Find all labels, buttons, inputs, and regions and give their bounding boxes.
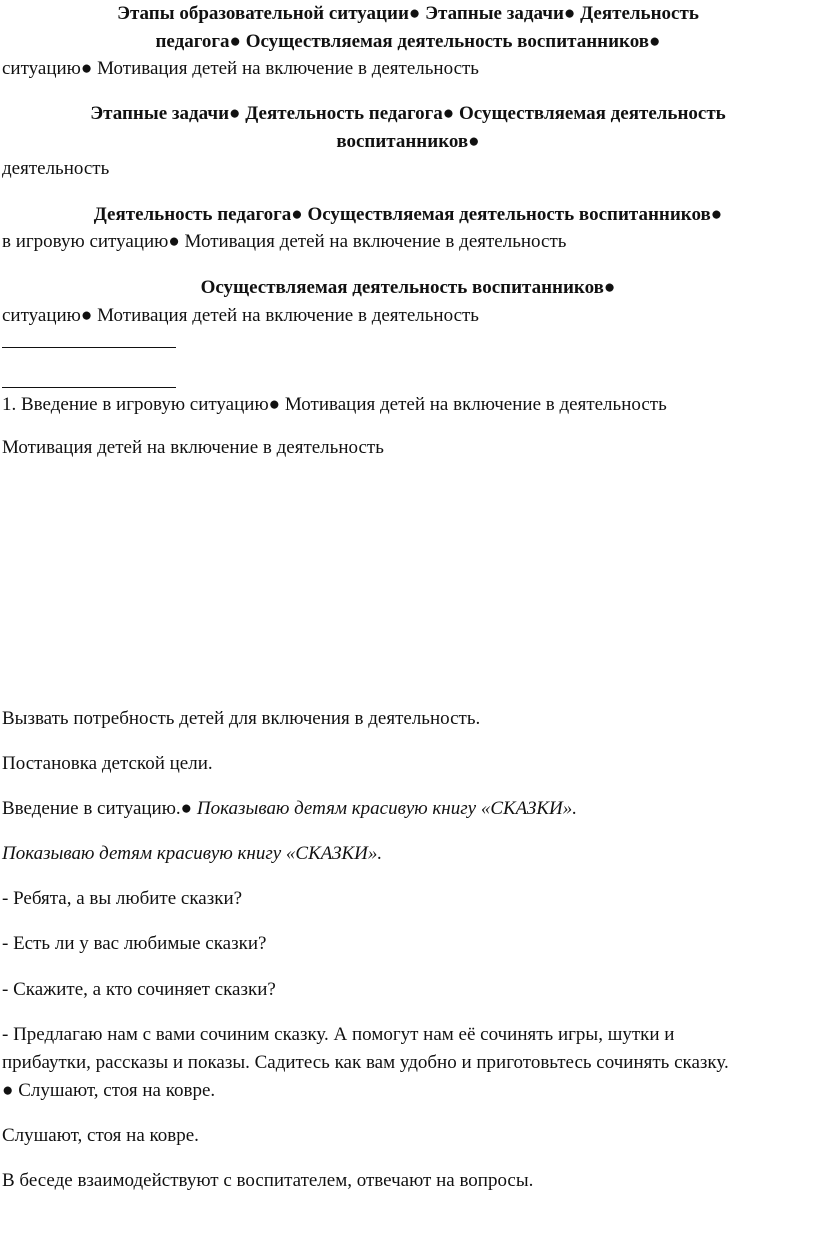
table-text-1: ситуацию● Мотивация детей на включение в деятельность: [2, 58, 479, 79]
teacher-intro: [2, 797, 577, 821]
teacher-intro-italic: Показываю детям красивую книгу «СКАЗКИ».: [196, 798, 577, 819]
teacher-intro-prefix: Введение в ситуацию.●: [2, 798, 197, 819]
table-text-3: в игровую ситуацию● Мотивация детей на включение в деятельность: [2, 231, 567, 252]
teacher-offer-line-2: прибаутки, рассказы и показы. Садитесь как вам удобно и приготовьтесь сочинять сказку.: [2, 1052, 729, 1073]
task-1: Вызвать потребность детей для включения в деятельность.: [2, 708, 481, 729]
teacher-question-1: - Ребята, а вы любите сказки?: [2, 888, 243, 909]
table-text-4: ситуацию● Мотивация детей на включение в деятельность: [2, 305, 479, 326]
stage-title: 1. Введение в игровую ситуацию● Мотивация детей на включение в деятельность: [2, 394, 667, 415]
table-header-2-line-2: воспитанников●: [336, 131, 480, 152]
task-2: Постановка детской цели.: [2, 753, 213, 774]
table-header-4: Осуществляемая деятельность воспитанников●: [200, 277, 616, 298]
teacher-offer-line-1: - Предлагаю нам с вами сочиним сказку. А помогут нам её сочинять игры, шутки и: [2, 1024, 675, 1045]
separator-rule-2: [2, 387, 176, 388]
teacher-question-2: - Есть ли у вас любимые сказки?: [2, 933, 267, 954]
children-answer: В беседе взаимодействуют с воспитателем, отвечают на вопросы.: [2, 1170, 534, 1191]
children-listen: Слушают, стоя на ковре.: [2, 1125, 199, 1146]
teacher-offer-line-3: ● Слушают, стоя на ковре.: [2, 1080, 216, 1101]
table-text-2: деятельность: [2, 158, 110, 179]
teacher-question-3: - Скажите, а кто сочиняет сказки?: [2, 979, 276, 1000]
stage-motivation: Мотивация детей на включение в деятельность: [2, 437, 384, 458]
table-header-1-line-2: педагога● Осуществляемая деятельность воспитанников●: [155, 31, 661, 52]
table-header-2-line-1: Этапные задачи● Деятельность педагога● Осуществляемая деятельность: [90, 103, 726, 124]
teacher-book-line: Показываю детям красивую книгу «СКАЗКИ».: [2, 843, 383, 864]
separator-rule-1: [2, 347, 176, 348]
table-header-3: Деятельность педагога● Осуществляемая деятельность воспитанников●: [93, 204, 723, 225]
table-header-1-line-1: Этапы образовательной ситуации● Этапные задачи● Деятельность: [117, 3, 699, 24]
